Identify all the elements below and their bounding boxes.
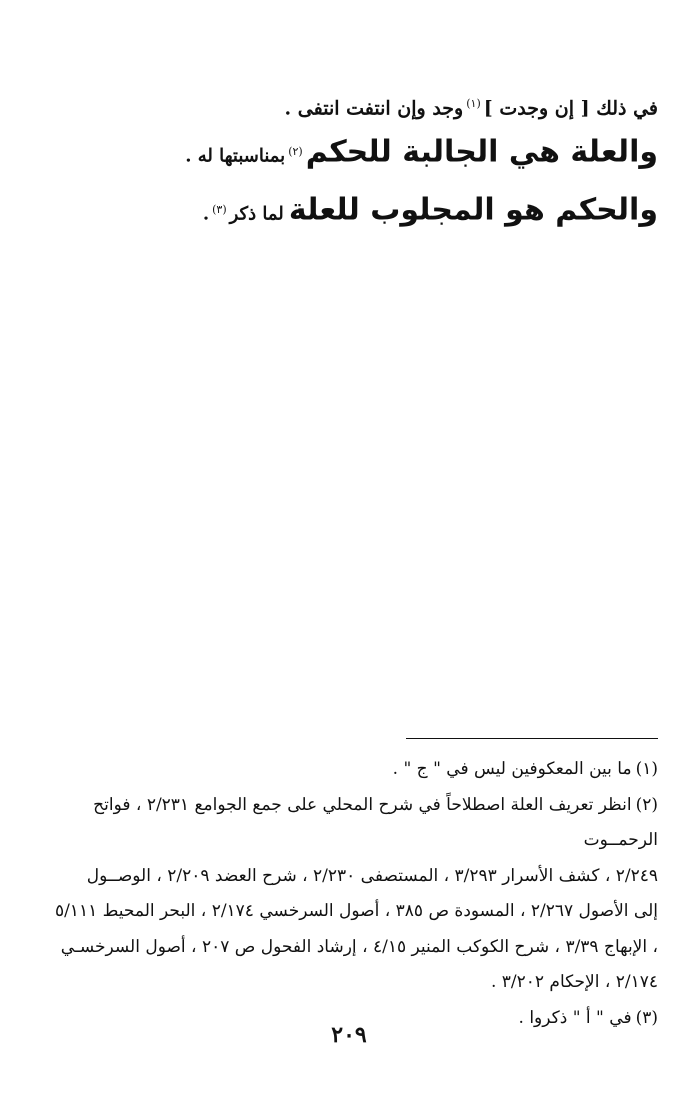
main-line-2 [38,130,658,188]
line3-text: لما ذكر [229,203,284,225]
footnote-separator [406,738,658,739]
footnote-1 [48,752,658,788]
line3-end: . [202,203,210,225]
footnote-2-line-3: إلى الأصول ٢/٢٦٧ ، المسودة ص ٣٨٥ ، أصول السرخسي ٢/١٧٤ ، البحر المحيط ٥/١١١ [54,901,658,921]
footnote-2-line-2: ٢/٢٤٩ ، كشف الأسرار ٣/٢٩٣ ، المستصفى ٢/٢٣٠ ، شرح العضد ٢/٢٠٩ ، الوصــول [86,865,658,886]
main-line-1 [38,88,658,130]
line1-text-after: وجد وإن انتفت انتفى . [284,97,464,120]
footnotes [48,752,658,1036]
footnote-2-line-4: ، الإبهاج ٣/٣٩ ، شرح الكوكب المنير ٤/١٥ ، إرشاد الفحول ص ٢٠٧ ، أصول السرخسـي [60,936,658,957]
footnote-2-number: (٢) [635,794,658,815]
footnote-3-text: في " أ " ذكروا . [518,1007,632,1028]
line2-heading-text: والعلة هي الجالبة للحكم [305,134,658,170]
line2-text: بمناسبتها له . [185,145,286,167]
footnote-2-text-1: انظر تعريف العلة اصطلاحاً في شرح المحلي على جمع الجوامع ٢/٢٣١ ، فواتح الرحمــوت [93,794,658,850]
footnote-3-number: (٣) [635,1007,658,1028]
line1-text-before: في ذلك [ إن وجدت ] [483,97,658,120]
footnote-ref-3: (٣) [212,203,227,216]
main-text [38,88,658,246]
footnote-2-line-1 [48,788,658,859]
footnote-ref-2: (٢) [288,145,303,158]
page-number: ٢٠٩ [331,1022,367,1048]
footnote-1-text: ما بين المعكوفين ليس في " ج " . [392,759,632,779]
footnote-1-number: (١) [635,759,658,779]
footnote-ref-1: (١) [466,97,481,110]
footnote-2-line-5: ٢/١٧٤ ، الإحكام ٣/٢٠٢ . [490,972,658,992]
line3-heading-text: والحكم هو المجلوب للعلة [288,192,658,228]
main-line-3 [38,188,658,246]
